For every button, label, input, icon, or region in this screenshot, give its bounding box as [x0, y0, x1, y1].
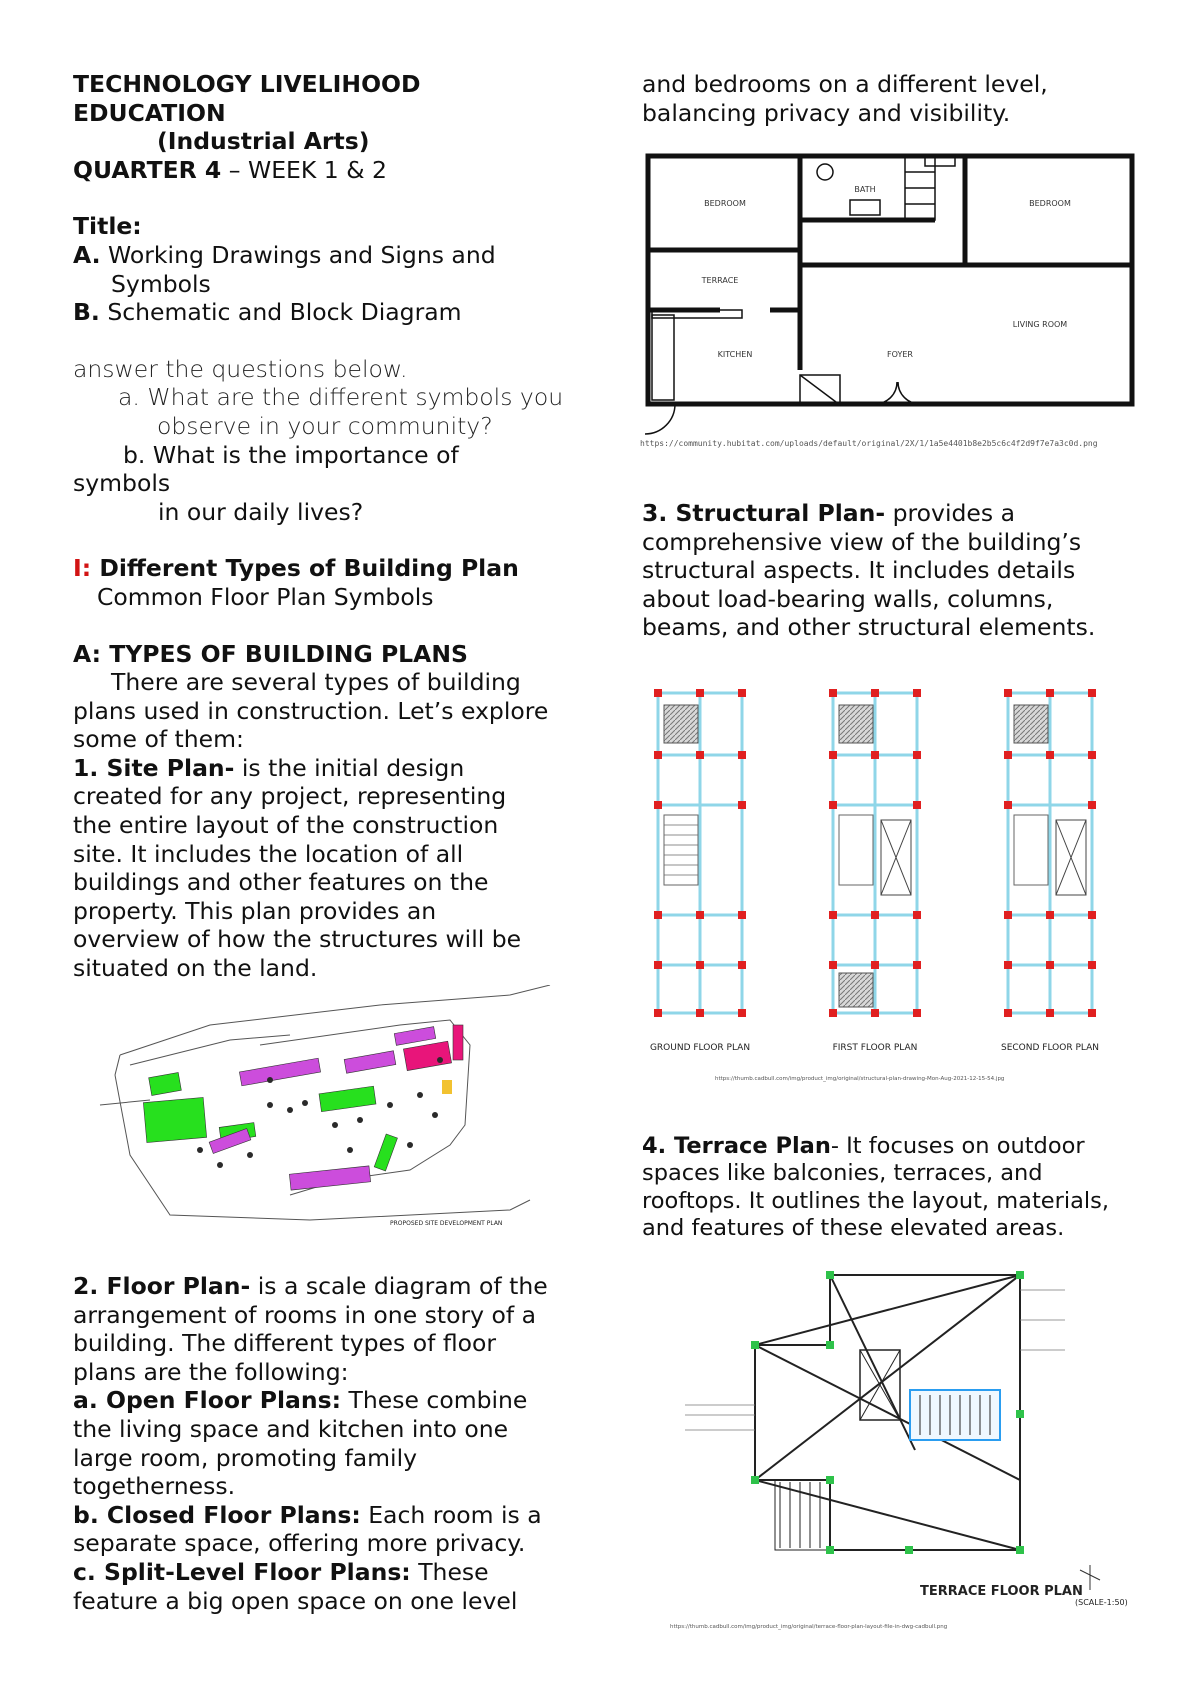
site-plan-line3: the entire layout of the construction	[73, 811, 499, 840]
title-b-text: Schematic and Block Diagram	[99, 298, 462, 327]
open-floor-text: These combine	[341, 1386, 528, 1415]
questions-intro: answer the questions below.	[73, 354, 408, 383]
floor-plan-drawing	[640, 150, 1140, 460]
section-a-intro-2: plans used in construction. Let’s explore	[73, 696, 549, 725]
room-label-terrace: TERRACE	[701, 276, 739, 285]
north-arrow-icon	[1080, 1565, 1100, 1590]
section-a-intro-3: some of them:	[73, 725, 244, 754]
question-b-line2: symbols	[73, 469, 171, 498]
open-floor-line1	[73, 1386, 578, 1415]
split-level-line3: and bedrooms on a different level,	[642, 70, 1048, 98]
quarter-weeks: – WEEK 1 & 2	[221, 155, 387, 184]
split-level-line2: feature a big open space on one level	[73, 1586, 518, 1615]
quarter-line	[73, 156, 578, 185]
open-floor-line4: togetherness.	[73, 1472, 236, 1501]
floor-plan-line4: plans are the following:	[73, 1357, 349, 1386]
site-plan-line5: buildings and other features on the	[73, 868, 489, 897]
section-i-number: I:	[73, 554, 92, 583]
split-level-line1	[73, 1558, 578, 1587]
room-label-bath: BATH	[854, 185, 876, 194]
floor-plan-source: https://community.hubitat.com/uploads/default/original/2X/1/1a5e4401b8e2b5c6c4f2d9f7e7a3c0d.png	[640, 439, 1098, 448]
terrace-figure-title: TERRACE FLOOR PLAN	[920, 1584, 1083, 1599]
title-a-letter: A.	[73, 240, 101, 269]
title-label: Title:	[73, 212, 142, 241]
floor-plan-text: is a scale diagram of the	[250, 1272, 548, 1300]
terrace-plan-line1	[642, 1133, 1142, 1160]
site-plan-line6: property. This plan provides an	[73, 896, 437, 925]
site-plan-line1	[73, 754, 578, 783]
section-i-subtitle: Common Floor Plan Symbols	[97, 582, 434, 611]
left-column	[73, 70, 578, 983]
terrace-plan-figure	[645, 1250, 1140, 1630]
structural-plan-line4: about load-bearing walls, columns,	[642, 584, 1054, 613]
site-plan-figure	[90, 985, 560, 1235]
terrace-plan-line3: rooftops. It outlines the layout, materials,	[642, 1187, 1110, 1214]
split-level-line4: balancing privacy and visibility.	[642, 98, 1011, 127]
site-plan-line2: created for any project, representing	[73, 782, 507, 811]
closed-floor-text: Each room is a	[360, 1500, 542, 1529]
structural-plan-source: https://thumb.cadbull.com/img/product_img/original/structural-plan-drawing-Mon-Aug-2021-12-15-54.jpg	[715, 1076, 1005, 1082]
section-i-heading	[73, 554, 578, 583]
floor-plan-figure	[640, 150, 1140, 460]
closed-floor-line2: separate space, offering more privacy.	[73, 1529, 526, 1558]
terrace-plan-text: - It focuses on outdoor	[830, 1133, 1085, 1159]
site-plan-line4: site. It includes the location of all	[73, 839, 464, 868]
floor-plan-line2: arrangement of rooms in one story of a	[73, 1300, 537, 1329]
structural-plan-line1	[642, 499, 1142, 528]
room-label-bedroom-left: BEDROOM	[704, 199, 746, 208]
structural-plan-line2: comprehensive view of the building’s	[642, 527, 1082, 556]
site-plan-line8: situated on the land.	[73, 954, 318, 983]
site-plan-drawing	[90, 985, 560, 1235]
terrace-plan-line2: spaces like balconies, terraces, and	[642, 1160, 1043, 1187]
terrace-plan-section	[642, 1133, 1142, 1242]
room-label-kitchen: KITCHEN	[717, 350, 753, 359]
structural-plan-figure	[640, 675, 1140, 1095]
second-floor-label: SECOND FLOOR PLAN	[1001, 1043, 1099, 1053]
site-plan-line7: overview of how the structures will be	[73, 925, 522, 954]
site-plan-text: is the initial design	[234, 753, 465, 782]
closed-floor-label: b. Closed Floor Plans:	[73, 1500, 361, 1529]
terrace-figure-scale: (SCALE-1:50)	[1075, 1598, 1128, 1607]
split-level-label: c. Split-Level Floor Plans:	[73, 1557, 411, 1586]
floor-plan-label: 2. Floor Plan-	[73, 1272, 251, 1300]
structural-plan-line3: structural aspects. It includes details	[642, 556, 1076, 585]
floor-plan-line1	[73, 1272, 578, 1301]
open-floor-line3: large room, promoting family	[73, 1443, 418, 1472]
room-label-foyer: FOYER	[887, 350, 913, 359]
title-a-cont: Symbols	[111, 269, 211, 298]
structural-plan-line5: beams, and other structural elements.	[642, 613, 1096, 642]
subject-title-line2: EDUCATION	[73, 98, 226, 127]
title-a	[73, 241, 578, 270]
question-a-line1: a. What are the different symbols you	[118, 383, 564, 412]
ground-floor-label: GROUND FLOOR PLAN	[649, 1043, 751, 1053]
structural-plan-label: 3. Structural Plan-	[642, 499, 886, 527]
structural-plan-drawing	[640, 675, 1140, 1095]
title-b	[73, 298, 578, 327]
terrace-plan-source: https://thumb.cadbull.com/img/product_img/original/terrace-floor-plan-layout-file-in-dwg-cadbull.png	[670, 1624, 948, 1630]
site-plan-label: 1. Site Plan-	[73, 753, 235, 782]
site-plan-caption: PROPOSED SITE DEVELOPMENT PLAN	[390, 1220, 503, 1227]
section-a-heading: A: TYPES OF BUILDING PLANS	[73, 639, 468, 668]
question-b-line1: b. What is the importance of	[123, 440, 459, 469]
title-a-text: Working Drawings and Signs and	[100, 240, 496, 269]
section-a-intro-1: There are several types of building	[111, 668, 521, 697]
room-label-bedroom-right: BEDROOM	[1029, 199, 1071, 208]
split-level-text: These	[410, 1557, 489, 1586]
terrace-plan-drawing	[645, 1250, 1140, 1630]
floor-plan-section	[73, 1272, 578, 1615]
question-a-line2: observe in your community?	[157, 411, 493, 440]
open-floor-label: a. Open Floor Plans:	[73, 1386, 342, 1415]
question-b-line3: in our daily lives?	[158, 497, 364, 526]
first-floor-label: FIRST FLOOR PLAN	[832, 1043, 918, 1053]
structural-plan-section	[642, 499, 1142, 642]
quarter-label: QUARTER 4	[73, 155, 222, 184]
title-b-letter: B.	[73, 298, 100, 327]
subject-title-line1: TECHNOLOGY LIVELIHOOD	[73, 70, 421, 98]
floor-plan-line3: building. The different types of floor	[73, 1329, 497, 1358]
terrace-plan-line4: and features of these elevated areas.	[642, 1214, 1065, 1241]
open-floor-line2: the living space and kitchen into one	[73, 1414, 509, 1443]
subject-subtitle: (Industrial Arts)	[157, 127, 370, 156]
closed-floor-line1	[73, 1501, 578, 1530]
right-column-top	[642, 70, 1142, 127]
section-i-title: Different Types of Building Plan	[91, 554, 519, 583]
room-label-living-room: LIVING ROOM	[1012, 320, 1068, 329]
terrace-plan-label: 4. Terrace Plan	[642, 1133, 831, 1159]
structural-plan-text: provides a	[885, 499, 1015, 527]
